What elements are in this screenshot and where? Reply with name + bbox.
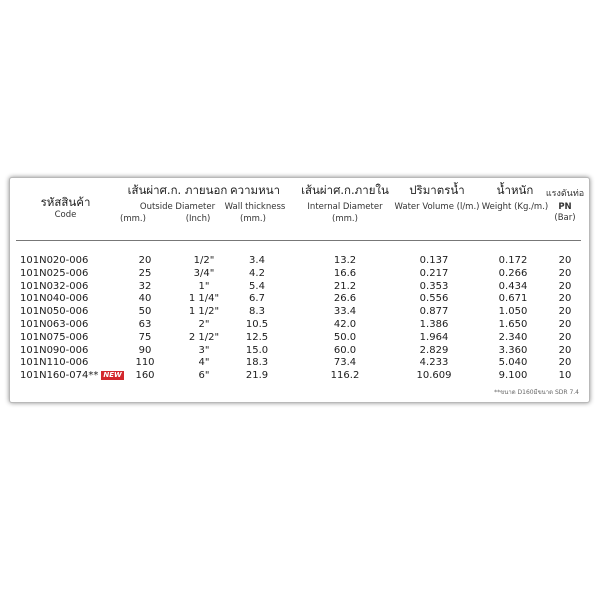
table-body: [10, 255, 589, 383]
header-wt-en: Weight (Kg./m.): [481, 202, 549, 212]
cell-vol: 0.877: [419, 306, 449, 318]
header-vol-en: Water Volume (l/m.): [394, 202, 480, 212]
cell-code: [20, 370, 140, 383]
cell-id: 42.0: [333, 318, 357, 330]
cell-vol: 0.556: [419, 293, 449, 305]
cell-wall: 6.7: [249, 293, 265, 305]
cell-wt: 0.671: [498, 293, 528, 305]
code-text: 101N050-006: [20, 306, 89, 318]
cell-od-mm: 25: [138, 267, 152, 279]
code-text: 101N063-006: [20, 318, 89, 330]
footnote: **ขนาด D160มีขนาด SDR 7.4: [494, 389, 579, 396]
cell-od-mm: 90: [138, 344, 152, 356]
table-row: [10, 255, 589, 268]
header-wall-unit: (mm.): [240, 214, 266, 224]
header-od-th: เส้นผ่าศ.ก. ภายนอก: [127, 183, 228, 197]
cell-id: 16.6: [333, 267, 357, 279]
cell-od-inch: 6": [198, 370, 210, 382]
cell-pn: 20: [558, 267, 572, 279]
cell-od-inch: 1 1/2": [188, 306, 220, 318]
cell-vol: 0.137: [419, 255, 449, 266]
cell-od-inch: 4": [198, 357, 210, 369]
code-text: 101N020-006: [20, 255, 89, 266]
cell-code: [20, 319, 140, 332]
header-divider: [16, 240, 581, 241]
cell-pn: 20: [558, 280, 572, 292]
cell-od-mm: 50: [138, 306, 152, 318]
cell-od-inch: 1/2": [193, 255, 215, 266]
code-text: 101N032-006: [20, 280, 89, 292]
cell-pn: 20: [558, 306, 572, 318]
header-code-en: Code: [54, 210, 77, 220]
header-od-inch: (Inch): [185, 214, 211, 224]
header-wall-en: Wall thickness: [224, 202, 286, 212]
cell-code: [20, 332, 140, 345]
cell-code: [20, 345, 140, 358]
code-text: 101N160-074**: [20, 370, 99, 382]
cell-od-inch: 1": [198, 280, 210, 292]
cell-od-inch: 3": [198, 344, 210, 356]
cell-id: 26.6: [333, 293, 357, 305]
cell-pn: 20: [558, 293, 572, 305]
spec-table-card: [9, 177, 590, 403]
cell-vol: 4.233: [419, 357, 449, 369]
table-row: [10, 332, 589, 345]
cell-wall: 15.0: [245, 344, 269, 356]
cell-pn: 20: [558, 357, 572, 369]
header-id-en: Internal Diameter: [307, 202, 383, 212]
cell-vol: 0.217: [419, 267, 449, 279]
table-row: [10, 293, 589, 306]
cell-wt: 0.434: [498, 280, 528, 292]
cell-code: [20, 268, 140, 281]
header-wall-th: ความหนา: [229, 183, 281, 197]
table-row: [10, 357, 589, 370]
cell-code: [20, 357, 140, 370]
cell-vol: 1.386: [419, 318, 449, 330]
cell-pn: 20: [558, 318, 572, 330]
cell-pn: 10: [558, 370, 572, 382]
header-pn-th: แรงดันท่อ: [545, 189, 585, 199]
cell-pn: 20: [558, 331, 572, 343]
code-text: 101N040-006: [20, 293, 89, 305]
table-row: [10, 268, 589, 281]
cell-code: [20, 293, 140, 306]
cell-id: 13.2: [333, 255, 357, 266]
table-row: [10, 319, 589, 332]
table-row: [10, 370, 589, 383]
cell-wall: 4.2: [249, 267, 265, 279]
cell-wall: 21.9: [245, 370, 269, 382]
cell-wt: 5.040: [498, 357, 528, 369]
header-od-mm: (mm.): [120, 214, 146, 224]
header-vol-th: ปริมาตรน้ำ: [409, 183, 465, 197]
cell-wall: 12.5: [245, 331, 269, 343]
cell-wt: 2.340: [498, 331, 528, 343]
header-id-th: เส้นผ่าศ.ก.ภายใน: [301, 183, 389, 197]
cell-wt: 1.650: [498, 318, 528, 330]
cell-wt: 1.050: [498, 306, 528, 318]
cell-id: 116.2: [330, 370, 360, 382]
cell-wall: 3.4: [249, 255, 265, 266]
cell-od-inch: 3/4": [193, 267, 215, 279]
cell-id: 50.0: [333, 331, 357, 343]
header-pn-unit: (Bar): [554, 213, 576, 223]
cell-id: 33.4: [333, 306, 357, 318]
cell-wt: 0.172: [498, 255, 528, 266]
cell-id: 21.2: [333, 280, 357, 292]
cell-od-inch: 1 1/4": [188, 293, 220, 305]
cell-pn: 20: [558, 344, 572, 356]
cell-pn: 20: [558, 255, 572, 266]
cell-wall: 10.5: [245, 318, 269, 330]
cell-od-mm: 160: [135, 370, 155, 382]
cell-vol: 1.964: [419, 331, 449, 343]
cell-od-inch: 2": [198, 318, 210, 330]
cell-od-mm: 20: [138, 255, 152, 266]
cell-id: 60.0: [333, 344, 357, 356]
cell-wall: 18.3: [245, 357, 269, 369]
cell-vol: 0.353: [419, 280, 449, 292]
header-code-th: รหัสสินค้า: [40, 195, 91, 209]
header-wt-th: น้ำหนัก: [496, 183, 534, 197]
cell-od-mm: 40: [138, 293, 152, 305]
code-text: 101N025-006: [20, 267, 89, 279]
cell-wt: 9.100: [498, 370, 528, 382]
cell-od-mm: 110: [135, 357, 155, 369]
header-od-en: Outside Diameter: [139, 202, 216, 212]
header-id-unit: (mm.): [332, 214, 358, 224]
code-text: 101N110-006: [20, 357, 89, 369]
code-text: 101N075-006: [20, 331, 89, 343]
header-pn-en: PN: [558, 202, 572, 212]
table-row: [10, 345, 589, 358]
cell-code: [20, 255, 140, 268]
cell-vol: 2.829: [419, 344, 449, 356]
cell-od-inch: 2 1/2": [188, 331, 220, 343]
code-text: 101N090-006: [20, 344, 89, 356]
table-row: [10, 281, 589, 294]
cell-wt: 0.266: [498, 267, 528, 279]
cell-vol: 10.609: [416, 370, 452, 382]
cell-od-mm: 75: [138, 331, 152, 343]
cell-wall: 8.3: [249, 306, 265, 318]
cell-od-mm: 32: [138, 280, 152, 292]
cell-code: [20, 281, 140, 294]
new-badge: NEW: [103, 371, 122, 380]
cell-id: 73.4: [333, 357, 357, 369]
table-row: [10, 306, 589, 319]
cell-od-mm: 63: [138, 318, 152, 330]
cell-code: [20, 306, 140, 319]
cell-wall: 5.4: [249, 280, 265, 292]
cell-wt: 3.360: [498, 344, 528, 356]
